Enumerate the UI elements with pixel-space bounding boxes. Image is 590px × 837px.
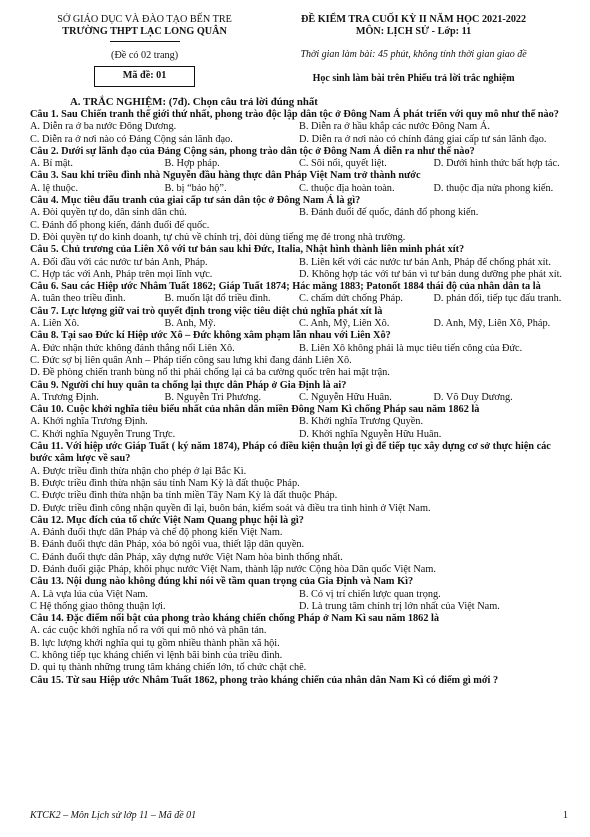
answer-option: C. không tiếp tục kháng chiến vì lệnh bãi binh của triều đình. — [30, 650, 283, 662]
answer-option: B. Đánh đuổi đế quốc, đánh đổ phong kiến. — [299, 207, 479, 219]
answer-row — [30, 183, 568, 195]
answer-option: A. Đòi quyền tự do, dân sinh dân chủ. — [30, 207, 187, 219]
answer-option: D. Được triều đình công nhận quyền đi lại, buôn bán, kiểm soát và điều tra tình hình ở Việt Nam. — [30, 502, 431, 514]
answer-row — [30, 527, 568, 539]
answer-option: A. Đối đầu với các nước tư bản Anh, Pháp. — [30, 256, 208, 268]
answer-row — [30, 503, 568, 515]
answer-option: C. thuộc địa hoàn toàn. — [299, 182, 395, 194]
answer-option: C Hệ thống giao thông thuận lợi. — [30, 600, 166, 612]
answer-row — [30, 638, 568, 650]
answer-option: D. thuộc địa nửa phong kiến. — [433, 182, 554, 194]
question-title: Câu 10. Cuộc khởi nghĩa tiêu biểu nhất của nhân dân miền Đông Nam Kì chống Pháp sau năm 1862 là — [30, 404, 480, 416]
question — [30, 306, 568, 331]
question — [30, 109, 568, 146]
question — [30, 613, 568, 674]
question-title: Câu 5. Chủ trương của Liên Xô với tư bản sau khi Đức, Italia, Nhật hình thành liên minh phát xít? — [30, 244, 465, 256]
answer-row — [30, 416, 568, 428]
answer-option: B. Liên Xô không phải là mục tiêu tiến công của Đức. — [299, 342, 523, 354]
question — [30, 195, 568, 244]
answer-row — [30, 625, 568, 637]
answer-option: A. các cuộc khởi nghĩa nổ ra với qui mô nhỏ và phân tán. — [30, 625, 267, 637]
answer-option: D. Khởi nghĩa Nguyễn Hữu Huân. — [299, 428, 442, 440]
answer-option: A. tuân theo triều đình. — [30, 293, 126, 305]
answer-row — [30, 490, 568, 502]
answer-row — [30, 158, 568, 170]
answer-option: B. Hợp pháp. — [164, 158, 220, 170]
question-title: Câu 15. Từ sau Hiệp ước Nhâm Tuất 1862, phong trào kháng chiến của nhân dân Nam Kì có điểm gì mới ? — [30, 674, 499, 686]
answer-option: A. Là vựa lúa của Việt Nam. — [30, 588, 148, 600]
question-title: Câu 9. Người chỉ huy quân ta chống lại thực dân Pháp ở Gia Định là ai? — [30, 379, 347, 391]
answer-row — [30, 121, 568, 133]
answer-option: A. Khởi nghĩa Trương Định. — [30, 416, 148, 428]
question-title: Câu 8. Tại sao Đức kí Hiệp ước Xô – Đức không xâm phạm lẫn nhau với Liên Xô? — [30, 330, 391, 342]
answer-option: B. Anh, Mỹ. — [164, 318, 216, 330]
question-title: Câu 7. Lực lượng giữ vai trò quyết định trong việc tiêu diệt chủ nghĩa phát xít là — [30, 305, 383, 317]
exam-code-box: Mã đề: 01 — [94, 66, 196, 86]
answer-row — [30, 539, 568, 551]
answer-option: D. qui tụ thành những trung tâm kháng chiến lớn, tổ chức chặt chẽ. — [30, 662, 307, 674]
pages-note: (Đề có 02 trang) — [111, 49, 179, 61]
answer-option: A. Đánh đuổi thực dân Pháp và chế độ phong kiến Việt Nam. — [30, 527, 283, 539]
question — [30, 330, 568, 379]
answer-row — [30, 134, 568, 146]
answer-option: A. Đức nhận thức không đánh thắng nổi Liên Xô. — [30, 342, 235, 354]
answer-row — [30, 257, 568, 269]
answer-row — [30, 232, 568, 244]
question-title: Câu 11. Với hiệp ước Giáp Tuất ( ký năm 1874), Pháp có điều kiện thuận lợi gì để tiếp tục xây dựng cơ sở thực hiện các bước xâm lược về sau? — [30, 441, 551, 465]
answer-row — [30, 552, 568, 564]
answer-option: A. Liên Xô. — [30, 318, 80, 330]
answer-row — [30, 478, 568, 490]
answer-option: A. Trương Định. — [30, 391, 99, 403]
answer-row — [30, 429, 568, 441]
answer-option: C. Được triều đình thừa nhận ba tỉnh miền Tây Nam Kỳ là đất thuộc Pháp. — [30, 490, 338, 502]
answer-option: D. Võ Duy Dương. — [433, 391, 513, 403]
answer-option: B. Diễn ra ở hầu khắp các nước Đông Nam Á. — [299, 121, 490, 133]
answer-option: D. Đánh đuổi giặc Pháp, khôi phục nước Việt Nam, thành lập nước Cộng hòa Dân quốc Việt Nam. — [30, 563, 436, 575]
page-number: 1 — [563, 810, 568, 821]
answer-option: A. Diễn ra ở ba nước Đông Dương. — [30, 121, 177, 133]
exam-header — [30, 14, 568, 84]
question — [30, 146, 568, 171]
answer-option: B. Được triều đình thừa nhận sáu tỉnh Nam Kỳ là đất thuộc Pháp. — [30, 477, 300, 489]
question — [30, 515, 568, 576]
question-title: Câu 6. Sau các Hiệp ước Nhâm Tuất 1862; Giáp Tuất 1874; Hác măng 1883; Patonốt 1884 thái độ của nhân dân ta là — [30, 281, 541, 293]
header-right — [259, 14, 568, 84]
answer-row — [30, 343, 568, 355]
answer-option: C. Anh, Mỹ, Liên Xô. — [299, 318, 390, 330]
answer-row — [30, 662, 568, 674]
answer-option: D. Đòi quyền tự do kinh doanh, tự chủ về chính trị, đòi dùng tiếng mẹ đẻ trong nhà trường. — [30, 231, 406, 243]
question — [30, 441, 568, 515]
exam-title: ĐỀ KIỂM TRA CUỐI KỲ II NĂM HỌC 2021-2022 — [301, 14, 527, 25]
answer-option: A. lệ thuộc. — [30, 182, 79, 194]
exam-subject: MÔN: LỊCH SỬ - Lớp: 11 — [355, 26, 472, 38]
answer-option: D. Anh, Mỹ, Liên Xô, Pháp. — [433, 318, 551, 330]
answer-option: B. muốn lật đổ triều đình. — [164, 293, 271, 305]
answer-option: C. Nguyễn Hữu Huân. — [299, 391, 392, 403]
answer-option: C. Đánh đuổi thực dân Pháp, xây dựng nước Việt Nam hòa bình thống nhất. — [30, 551, 343, 563]
answer-row — [30, 220, 568, 232]
question-title: Câu 3. Sau khi triều đình nhà Nguyễn đầu hàng thực dân Pháp Việt Nam trở thành nước — [30, 170, 421, 182]
answer-option: D. phản đối, tiếp tục đấu tranh. — [433, 293, 562, 305]
answer-option: B. Có vị trí chiến lược quan trọng. — [299, 588, 441, 600]
question — [30, 244, 568, 281]
answer-option: D. Đề phòng chiến tranh bùng nổ thì phải chống lại cả ba cường quốc trên hai mặt trận. — [30, 367, 390, 379]
answer-row — [30, 293, 568, 305]
answer-option: B. Đánh đuổi thực dân Pháp, xóa bỏ ngôi vua, thiết lập dân quyền. — [30, 539, 305, 551]
answer-row — [30, 466, 568, 478]
question-title: Câu 2. Dưới sự lãnh đạo của Đảng Cộng sản, phong trào dân tộc ở Đông Nam Á diễn ra như thế nào? — [30, 145, 475, 157]
question-title: Câu 4. Mục tiêu đấu tranh của giai cấp tư sản dân tộc ở Đông Nam Á là gì? — [30, 195, 361, 207]
answer-row — [30, 601, 568, 613]
school-name: TRƯỜNG THPT LẠC LONG QUÂN — [62, 26, 227, 38]
question-title: Câu 13. Nội dung nào không đúng khi nói về tầm quan trọng của Gia Định và Nam Kì? — [30, 576, 414, 588]
answer-option: C. chấm dứt chống Pháp. — [299, 293, 403, 305]
header-left — [30, 14, 259, 84]
answer-option: D. Diễn ra ở nơi nào có chính đảng giai cấp tư sản lãnh đạo. — [299, 133, 547, 145]
school-underline — [110, 41, 180, 42]
answer-option: B. Liên kết với các nước tư bản Anh, Pháp để chống phát xít. — [299, 256, 551, 268]
answer-row — [30, 367, 568, 379]
answer-row — [30, 650, 568, 662]
answer-option: A. Bí mật. — [30, 158, 73, 170]
answer-option: C. Khởi nghĩa Nguyễn Trung Trực. — [30, 428, 176, 440]
answer-row — [30, 207, 568, 219]
page-footer — [30, 810, 568, 822]
answer-option: D. Dưới hình thức bất hợp tác. — [433, 158, 560, 170]
answer-option: C. Diễn ra ở nơi nào có Đảng Cộng sản lãnh đạo. — [30, 133, 233, 145]
question — [30, 675, 568, 687]
answer-option: B. bị “bảo hộ”. — [164, 182, 227, 194]
question — [30, 380, 568, 405]
answer-option: C. Hợp tác với Anh, Pháp trên mọi lĩnh vực. — [30, 268, 213, 280]
answer-option: D. Là trung tâm chính trị lớn nhất của Việt Nam. — [299, 600, 500, 612]
department-name: SỞ GIÁO DỤC VÀ ĐÀO TẠO BẾN TRE — [57, 14, 232, 25]
answer-row — [30, 564, 568, 576]
footer-label: KTCK2 – Môn Lịch sử lớp 11 – Mã đề 01 — [30, 810, 197, 821]
answer-option: B. lực lượng khởi nghĩa qui tụ gồm nhiều thành phần xã hội. — [30, 637, 280, 649]
question — [30, 170, 568, 195]
answer-row — [30, 318, 568, 330]
answer-option: A. Được triều đình thừa nhận cho phép ở lại Bắc Kì. — [30, 465, 247, 477]
question-title: Câu 12. Mục đích của tổ chức Việt Nam Quang phục hội là gì? — [30, 514, 304, 526]
question-title: Câu 14. Đặc điểm nổi bật của phong trào kháng chiến chống Pháp ở Nam Kì sau năm 1862 là — [30, 613, 440, 625]
exam-time: Thời gian làm bài: 45 phút, không tính thời gian giao đề — [300, 48, 527, 60]
question-list — [30, 109, 568, 687]
answer-row — [30, 269, 568, 281]
exam-instruction: Học sinh làm bài trên Phiếu trả lời trắc nghiệm — [312, 73, 515, 85]
answer-row — [30, 355, 568, 367]
answer-option: B. Khởi nghĩa Trương Quyền. — [299, 416, 424, 428]
answer-option: C. Đức sợ bị liên quân Anh – Pháp tiến công sau lưng khi đang đánh Liên Xô. — [30, 354, 352, 366]
answer-option: D. Không hợp tác với tư bản vì tư bản dung dưỡng phe phát xít. — [299, 268, 563, 280]
section-title: A. TRẮC NGHIỆM: (7đ). Chọn câu trả lời đúng nhất — [70, 96, 318, 108]
question — [30, 281, 568, 306]
answer-option: B. Nguyễn Tri Phương. — [164, 391, 262, 403]
answer-row — [30, 392, 568, 404]
question-title: Câu 1. Sau Chiến tranh thế giới thứ nhất, phong trào độc lập dân tộc ở Đông Nam Á phát triển với quy mô như thế nào? — [30, 109, 559, 120]
question — [30, 576, 568, 613]
answer-row — [30, 589, 568, 601]
answer-option: C. Sôi nổi, quyết liệt. — [299, 158, 387, 170]
question — [30, 404, 568, 441]
answer-option: C. Đánh đổ phong kiến, đánh đuổi đế quốc. — [30, 219, 210, 231]
